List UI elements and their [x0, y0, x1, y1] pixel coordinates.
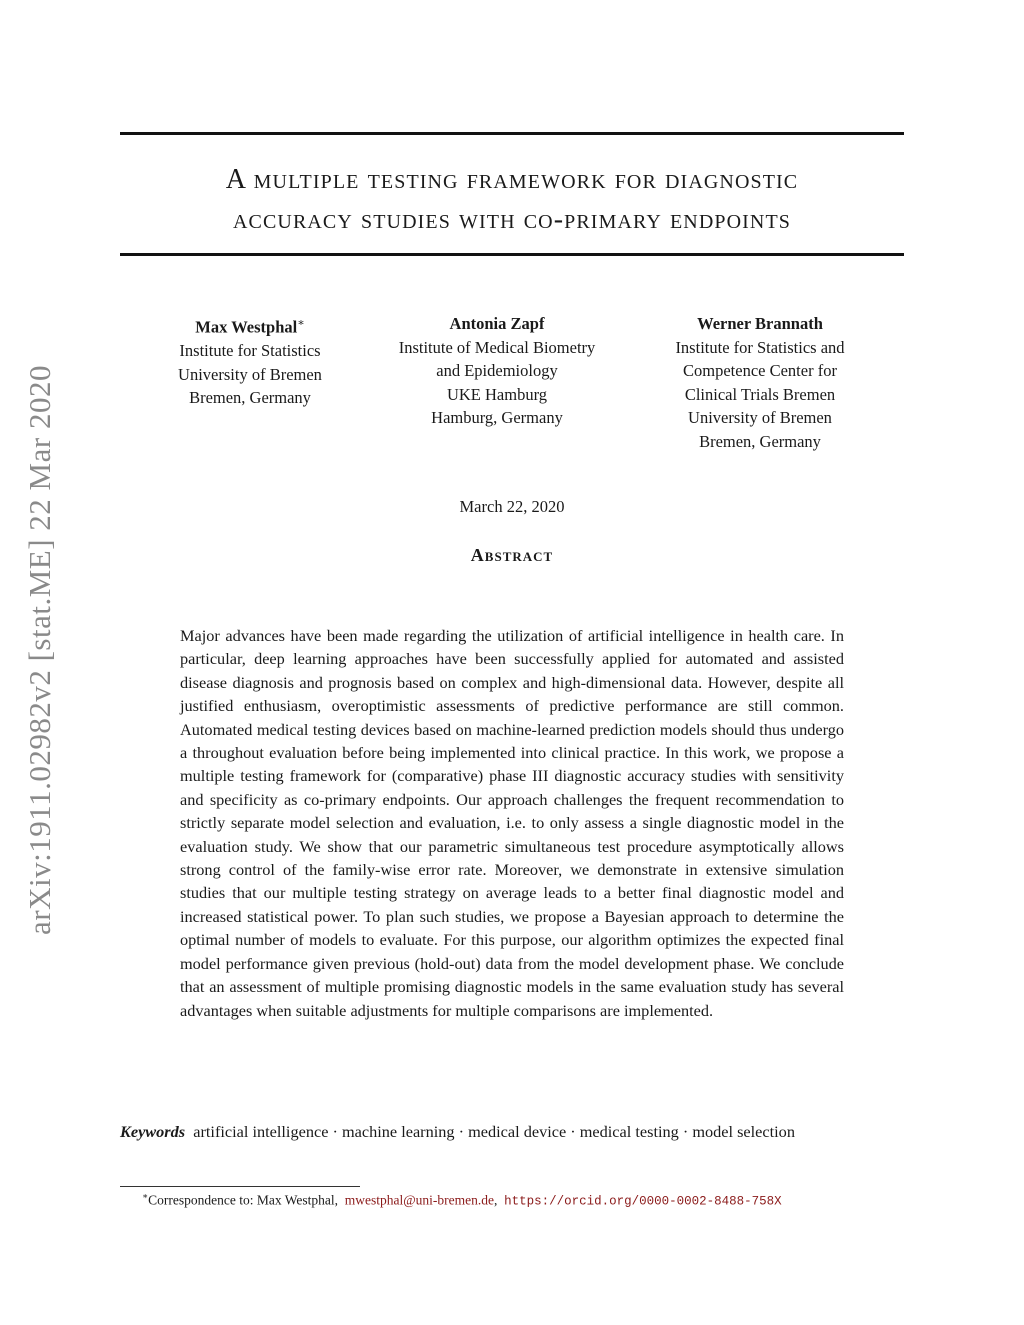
- author-name: Antonia Zapf: [449, 314, 545, 333]
- author-affiliation-line: Clinical Trials Bremen: [684, 384, 836, 404]
- author-affiliation-line: Bremen, Germany: [189, 388, 311, 407]
- keywords-label: Keywords: [120, 1122, 186, 1141]
- abstract-heading: Abstract: [470, 545, 554, 565]
- orcid-link[interactable]: https://orcid.org/0000-0002-8488-758X: [504, 1194, 782, 1209]
- footnote-rule: [120, 1186, 360, 1187]
- title-line-2: accuracy studies with co-primary endpoints: [232, 204, 791, 235]
- author-affiliation-line: University of Bremen: [688, 408, 832, 427]
- author-affiliation-line: Institute of Medical Biometry: [398, 337, 596, 357]
- title-line-1: [120, 160, 904, 200]
- correspondence-email-link[interactable]: mwestphal@uni-bremen.de: [344, 1192, 495, 1208]
- author-affiliation-line: Institute for Statistics: [179, 341, 321, 360]
- keywords-list: artificial intelligence · machine learning · medical device · medical testing · model selection: [193, 1122, 795, 1141]
- abstract-body: Major advances have been made regarding the utilization of artificial intelligence in health care. In particular, deep learning approaches have been successfully applied for automated and assisted disease diagnosis and prognosis based on complex and high-dimensional data. However, despite all justified enthusiasm, overoptimistic assessments of predictive performance are still common. Automated medical testing devices based on machine-learned prediction models should thus undergo a throughout evaluation before being implemented into clinical practice. In this work, we propose a multiple testing framework for (comparative) phase III diagnostic accuracy studies with sensitivity and specificity as co-primary endpoints. Our approach challenges the frequent recommendation to strictly separate model selection and evaluation, i.e. to only assess a single diagnostic model in the evaluation study. We show that our parametric simultaneous test procedure asymptotically allows strong control of the family-wise error rate. Moreover, we demonstrate in extensive simulation studies that our multiple testing strategy on average leads to a better final diagnostic model and increased statistical power. To plan such studies, we propose a Bayesian approach to determine the optimal number of models to evaluate. For this purpose, our algorithm optimizes the expected final model performance given previous (hold-out) data from the model development phase. We conclude that an assessment of multiple promising diagnostic models in the same evaluation study has several advantages when suitable adjustments for multiple comparisons are implemented.: [180, 626, 844, 1020]
- title-initial-cap: A: [225, 164, 246, 195]
- author-block-zapf: [372, 312, 622, 430]
- footnote: [142, 1191, 782, 1209]
- arxiv-stamp: arXiv:1911.02982v2 [stat.ME] 22 Mar 2020: [22, 365, 57, 935]
- author-affiliation-line: University of Bremen: [178, 364, 322, 384]
- footnote-prefix: Correspondence to: Max Westphal,: [148, 1192, 338, 1208]
- title-bottom-rule: [120, 253, 904, 256]
- author-affiliation-line: Bremen, Germany: [699, 431, 821, 451]
- author-block-westphal: [125, 312, 375, 410]
- author-block-brannath: [635, 312, 885, 453]
- title-top-rule: [120, 132, 904, 135]
- publication-date: March 22, 2020: [459, 497, 565, 516]
- footnote-mark: ∗: [142, 1191, 149, 1201]
- author-affiliation-line: Competence Center for: [683, 361, 837, 380]
- author-footnote-mark: ∗: [297, 317, 305, 329]
- author-affiliation-line: and Epidemiology: [436, 361, 558, 380]
- author-name: Werner Brannath: [697, 314, 823, 333]
- author-affiliation-line: UKE Hamburg: [446, 384, 548, 404]
- footnote-separator: ,: [494, 1192, 498, 1208]
- title-line-1-rest: multiple testing framework for diagnostic: [253, 164, 799, 195]
- keywords-line: [120, 1122, 910, 1142]
- paper-title: [120, 160, 904, 240]
- author-name: Max Westphal: [195, 317, 298, 337]
- author-affiliation-line: Institute for Statistics and: [675, 337, 845, 357]
- author-affiliation-line: Hamburg, Germany: [431, 408, 563, 427]
